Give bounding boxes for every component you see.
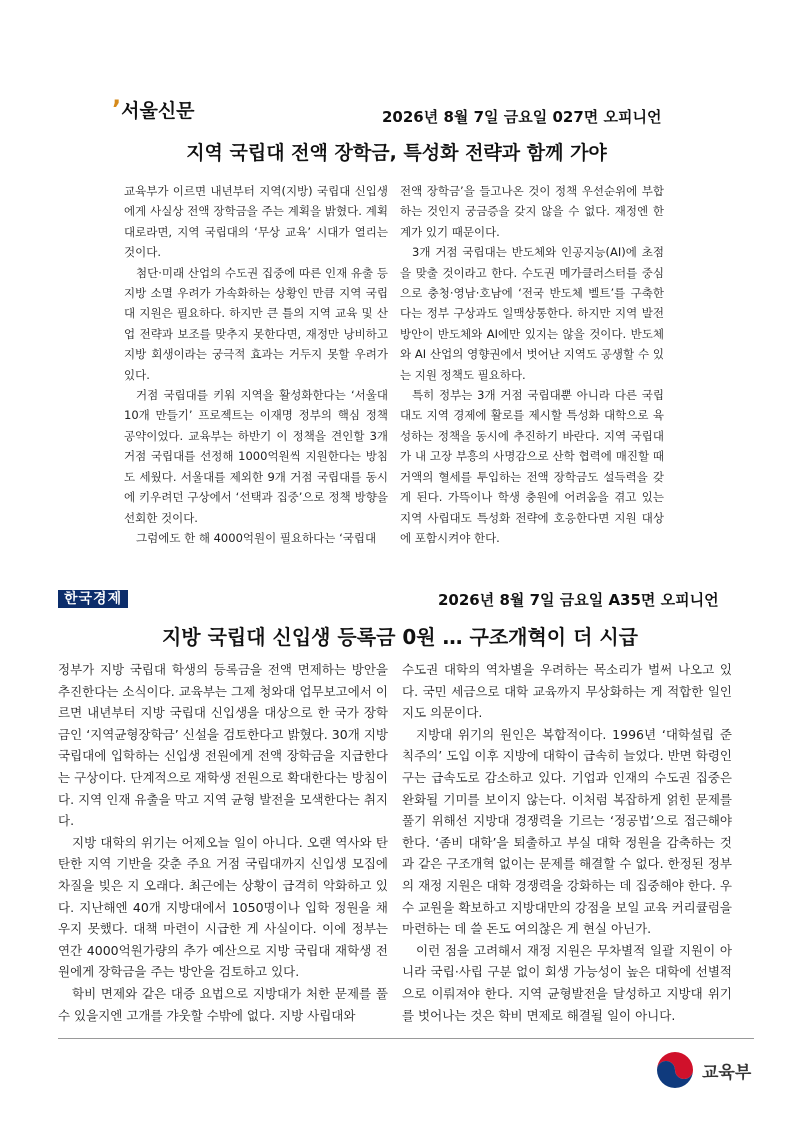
paragraph: 그럼에도 한 해 4000억원이 필요하다는 ‘국립대	[136, 530, 377, 545]
article2-right-column	[402, 659, 732, 1026]
paragraph: 특히 정부는 3개 거점 국립대뿐 아니라 다른 국립대도 지역 경제에 활로를 제시할 특성화 대학으로 육성하는 정책을 동시에 추진하기 바란다. 지역 국립대가 내 고장 부흥의 사명감으로 산학 협력에 매진할 때 거액의 혈세를 투입하는 전액 장학금도 설득력을 갖게 된다. 가뜩이나 학생 충원에 어려움을 겪고 있는 지역 사립대도 특성화 전략에 호응한다면 지원 대상에 포함시켜야 한다.	[400, 388, 664, 545]
paragraph: 거점 국립대를 키워 지역을 활성화한다는 ‘서울대 10개 만들기’ 프로젝트는 이재명 정부의 핵심 정책 공약이었다. 교육부는 하반기 이 정책을 견인할 3개 거점 국립대를 선정해 1000억원씩 지원한다는 방침도 세웠다. 서울대를 제외한 9개 거점 국립대를 동시에 키우려던 구상에서 ‘선택과 집중’으로 정책 방향을 선회한 것이다.	[124, 388, 388, 525]
paragraph: 수도권 대학의 역차별을 우려하는 목소리가 벌써 나오고 있다. 국민 세금으로 대학 교육까지 무상화하는 게 적합한 일인지도 의문이다.	[402, 662, 732, 721]
logo-mark-icon: ’	[112, 95, 122, 123]
dateline: 2026년 8월 7일 금요일 027면 오피니언	[382, 108, 662, 126]
taegeuk-emblem-icon	[655, 1050, 695, 1090]
paragraph: 정부가 지방 국립대 학생의 등록금을 전액 면제하는 방안을 추진한다는 소식이다. 교육부는 그제 청와대 업무보고에서 이르면 내년부터 지방 국립대 신입생을 대상으로 한 국가 장학금인 ‘지역균형장학금’ 신설을 검토한다고 밝혔다. 30개 지방 국립대에 입학하는 신입생 전원에게 전액 장학금을 지급한다는 구상이다. 단계적으로 재학생 전원으로 확대한다는 방침이다. 지역 인재 유출을 막고 지역 균형 발전을 모색한다는 취지다.	[58, 662, 388, 829]
headline: 지역 국립대 전액 장학금, 특성화 전략과 함께 가야	[186, 142, 607, 164]
article2-left-column	[58, 659, 388, 1026]
article1-right-column	[400, 181, 664, 548]
publication-logo-seoul	[112, 96, 195, 123]
paragraph: 첨단·미래 산업의 수도권 집중에 따른 인재 유출 등 지방 소멸 우려가 가속화하는 상황인 만큼 지역 국립대 지원은 필요하다. 하지만 큰 틀의 지역 교육 및 산업 전략과 보조를 맞추지 못한다면, 재정만 낭비하고 지방 회생이라는 궁극적 효과는 거두지 못할 우려가 있다.	[124, 265, 388, 382]
paragraph: 3개 거점 국립대는 반도체와 인공지능(AI)에 초점을 맞출 것이라고 한다. 수도권 메가클러스터를 중심으로 충청·영남·호남에 ‘전국 반도체 벨트’를 구축한다는 정부 구상과도 일맥상통한다. 하지만 지역 발전 방안이 반도체와 AI에만 있지는 않을 것이다. 반도체와 AI 산업의 영향권에서 벗어난 지역도 공생할 수 있는 지원 정책도 필요하다.	[400, 245, 664, 382]
publication-name: 서울신문	[121, 100, 195, 122]
article1-left-column	[124, 181, 388, 548]
paragraph: 지방 대학의 위기는 어제오늘 일이 아니다. 오랜 역사와 탄탄한 지역 기반을 갖춘 주요 거점 국립대까지 신입생 모집에 차질을 빚은 지 오래다. 최근에는 상황이 급격히 악화하고 있다. 지난해엔 40개 지방대에서 1050명이나 입학 정원을 채우지 못했다. 대책 마련이 시급한 게 사실이다. 이에 정부는 연간 4000억원가량의 추가 예산으로 지방 국립대 재학생 전원에게 장학금을 주는 방안을 검토하고 있다.	[58, 834, 388, 980]
headline: 지방 국립대 신입생 등록금 0원 … 구조개혁이 더 시급	[161, 625, 639, 649]
paragraph: 이런 점을 고려해서 재정 지원은 무차별적 일괄 지원이 아니라 국립·사립 구분 없이 회생 가능성이 높은 대학에 선별적으로 이뤄져야 한다. 지역 균형발전을 달성하고 지방대 위기를 벗어나는 것은 학비 면제로 해결될 일이 아니다.	[402, 942, 732, 1023]
paragraph: 학비 면제와 같은 대증 요법으로 지방대가 처한 문제를 풀 수 있을지엔 고개를 갸웃할 수밖에 없다. 지방 사립대와	[58, 985, 388, 1023]
ministry-label: 교육부	[702, 1063, 752, 1083]
paragraph: 교육부가 이르면 내년부터 지역(지방) 국립대 신입생에게 사실상 전액 장학금을 주는 계획을 밝혔다. 계획대로라면, 지역 국립대의 ‘무상 교육’ 시대가 열리는 것이다.	[124, 184, 388, 260]
publication-name: 한국경제	[58, 590, 128, 608]
paragraph: 지방대 위기의 원인은 복합적이다. 1996년 ‘대학설립 준칙주의’ 도입 이후 지방에 대학이 급속히 늘었다. 반면 학령인구는 급속도로 감소하고 있다. 기업과 인재의 수도권 집중은 완화될 기미를 보이지 않는다. 이처럼 복잡하게 얽힌 문제를 풀기 위해선 지방대 경쟁력을 기르는 ‘정공법’으로 접근해야 한다. ‘좀비 대학’을 퇴출하고 부실 대학 정원을 감축하는 것과 같은 구조개혁 없이는 문제를 해결할 수 없다. 한정된 정부의 재정 지원은 대학 경쟁력을 강화하는 데 집중해야 한다. 우수 교원을 확보하고 지방대만의 강점을 보일 교육 커리큘럼을 마련하는 데 쓸 돈도 여의찮은 게 현실 아닌가.	[402, 726, 732, 937]
publication-logo-hankyung	[58, 588, 128, 608]
paragraph: 전액 장학금’을 들고나온 것이 정책 우선순위에 부합하는 것인지 궁금증을 갖지 않을 수 없다. 재정엔 한계가 있기 때문이다.	[400, 184, 664, 239]
dateline: 2026년 8월 7일 금요일 A35면 오피니언	[438, 591, 719, 609]
footer-divider	[58, 1038, 754, 1039]
